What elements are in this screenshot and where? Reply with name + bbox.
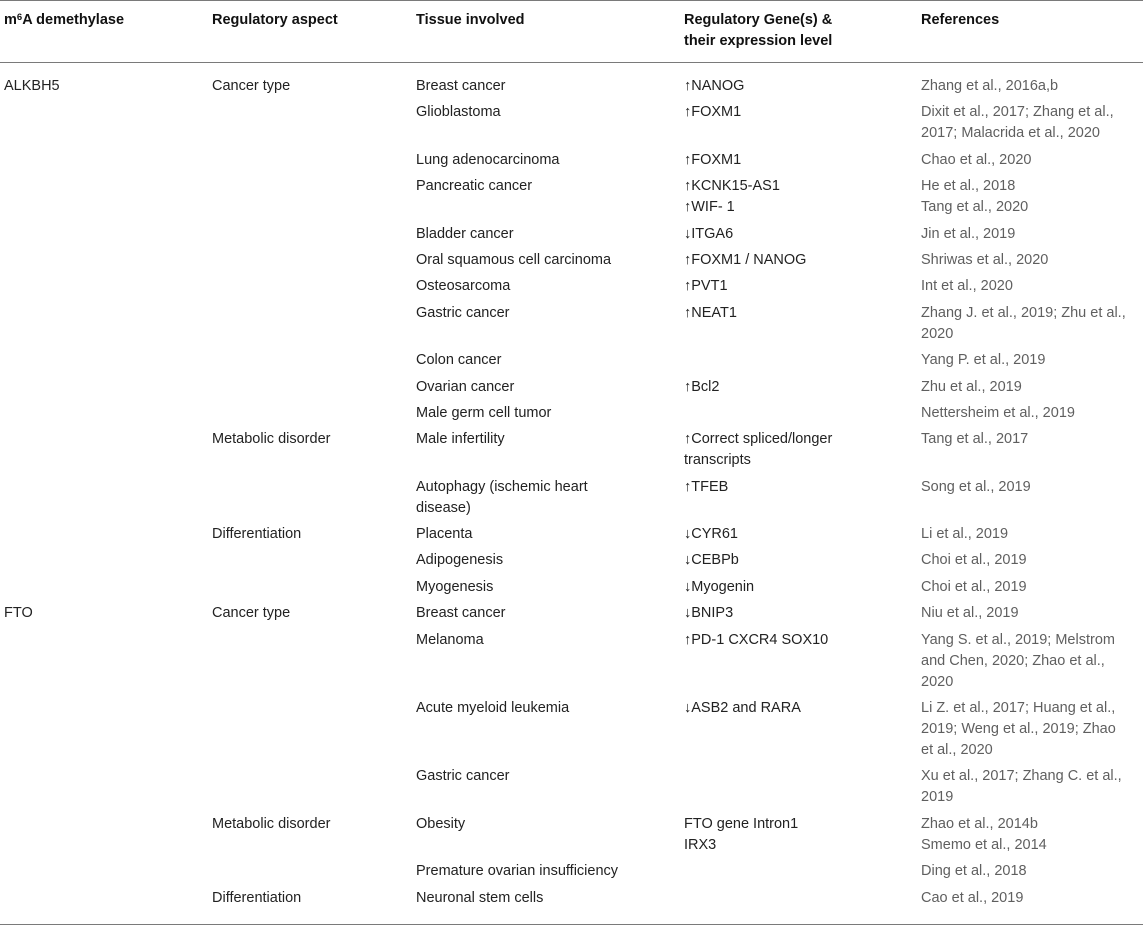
tissue-cell (412, 885, 680, 911)
references-cell (917, 885, 1143, 911)
tissue-cell (412, 147, 680, 173)
genes-line: ↑PD-1 CXCR4 SOX10 (684, 631, 829, 648)
references-cell (917, 474, 1143, 521)
references-cell (917, 521, 1143, 547)
table-body (0, 62, 1143, 911)
references-cell (917, 300, 1143, 347)
genes-cell (680, 99, 917, 146)
references-line: Li Z. et al., 2017; Huang et al., (921, 700, 1116, 717)
genes-line: ↑FOXM1 (684, 151, 742, 168)
table-row (0, 147, 1143, 173)
table-row (0, 695, 1143, 763)
table-row (0, 763, 1143, 810)
references-cell (917, 273, 1143, 299)
aspect-cell (208, 273, 412, 299)
genes-line: ↑NEAT1 (684, 304, 737, 321)
genes-cell (680, 474, 917, 521)
tissue-line: Placenta (416, 526, 473, 543)
genes-line: ↑KCNK15-AS1 (684, 178, 780, 195)
genes-line: ↓CYR61 (684, 526, 738, 543)
references-cell (917, 627, 1143, 695)
genes-line: ↓Myogenin (684, 578, 755, 595)
genes-cell (680, 221, 917, 247)
references-line: Niu et al., 2019 (921, 605, 1019, 622)
genes-line: ↑NANOG (684, 78, 745, 94)
genes-line: transcripts (684, 452, 751, 469)
genes-cell (680, 547, 917, 573)
tissue-line: Premature ovarian insufficiency (416, 863, 619, 880)
tissue-cell (412, 400, 680, 426)
tissue-line: Obesity (416, 815, 466, 832)
tissue-cell (412, 574, 680, 600)
tissue-cell (412, 811, 680, 858)
references-cell (917, 147, 1143, 173)
genes-line: FTO gene Intron1 (684, 815, 799, 832)
aspect-cell (208, 173, 412, 220)
genes-cell (680, 247, 917, 273)
tissue-line: Neuronal stem cells (416, 889, 544, 906)
references-line: Xu et al., 2017; Zhang C. et al., (921, 768, 1122, 785)
references-line: 2019 (921, 789, 954, 806)
tissue-cell (412, 374, 680, 400)
tissue-cell (412, 474, 680, 521)
table-header (0, 0, 1143, 62)
references-line: 2019; Weng et al., 2019; Zhao (921, 721, 1116, 738)
aspect-cell (208, 474, 412, 521)
references-line: Chao et al., 2020 (921, 151, 1032, 168)
aspect-cell (208, 574, 412, 600)
genes-cell (680, 426, 917, 473)
header-tissue-involved: Tissue involved (416, 12, 525, 28)
enzyme-cell: FTO (4, 605, 33, 622)
genes-line: ↑TFEB (684, 478, 729, 495)
aspect-cell (208, 247, 412, 273)
enzyme-cell (0, 763, 208, 810)
genes-cell (680, 273, 917, 299)
enzyme-cell: ALKBH5 (4, 78, 60, 94)
references-cell (917, 173, 1143, 220)
aspect-cell (208, 147, 412, 173)
enzyme-cell (0, 547, 208, 573)
genes-cell (680, 62, 917, 99)
tissue-cell (412, 300, 680, 347)
genes-cell (680, 574, 917, 600)
table-row (0, 374, 1143, 400)
genes-line: ↓BNIP3 (684, 605, 734, 622)
aspect-cell (208, 400, 412, 426)
aspect-cell: Differentiation (212, 889, 302, 906)
references-cell (917, 695, 1143, 763)
table-row (0, 173, 1143, 220)
aspect-cell (208, 347, 412, 373)
enzyme-cell (0, 147, 208, 173)
genes-line: ↑PVT1 (684, 278, 728, 295)
tissue-line: Acute myeloid leukemia (416, 700, 570, 717)
tissue-line: Adipogenesis (416, 552, 504, 569)
tissue-line: Autophagy (ischemic heart (416, 478, 588, 495)
references-line: Song et al., 2019 (921, 478, 1031, 495)
tissue-cell (412, 627, 680, 695)
genes-cell (680, 627, 917, 695)
tissue-line: Pancreatic cancer (416, 178, 533, 195)
tissue-line: Breast cancer (416, 78, 506, 94)
enzyme-cell (0, 811, 208, 858)
references-cell (917, 858, 1143, 884)
tissue-line: Breast cancer (416, 605, 506, 622)
references-line: 2020 (921, 673, 954, 690)
table-row (0, 221, 1143, 247)
tissue-cell (412, 763, 680, 810)
tissue-line: disease) (416, 499, 471, 516)
references-cell (917, 247, 1143, 273)
header-references: References (921, 12, 1000, 28)
references-line: Int et al., 2020 (921, 278, 1013, 295)
references-line: Shriwas et al., 2020 (921, 251, 1049, 268)
table-row (0, 600, 1143, 626)
references-line: and Chen, 2020; Zhao et al., (921, 652, 1105, 669)
tissue-cell (412, 62, 680, 99)
tissue-line: Glioblastoma (416, 104, 501, 121)
references-line: Ding et al., 2018 (921, 863, 1027, 880)
references-cell (917, 374, 1143, 400)
genes-line: ↑FOXM1 / NANOG (684, 251, 807, 268)
tissue-cell (412, 858, 680, 884)
genes-line: ↓ITGA6 (684, 225, 734, 242)
aspect-cell (208, 627, 412, 695)
table-row (0, 247, 1143, 273)
table-row (0, 426, 1143, 473)
references-cell (917, 221, 1143, 247)
references-line: Dixit et al., 2017; Zhang et al., (921, 104, 1114, 121)
tissue-line: Bladder cancer (416, 225, 514, 242)
genes-line: IRX3 (684, 836, 717, 853)
tissue-cell (412, 600, 680, 626)
aspect-cell: Metabolic disorder (212, 431, 331, 448)
references-line: Tang et al., 2017 (921, 431, 1029, 448)
aspect-cell (208, 221, 412, 247)
tissue-line: Myogenesis (416, 578, 494, 595)
tissue-cell (412, 173, 680, 220)
header-demethylase: $m^6A$ demethylase (4, 12, 125, 28)
aspect-cell: Metabolic disorder (212, 815, 331, 832)
references-line: 2017; Malacrida et al., 2020 (921, 125, 1100, 142)
references-cell (917, 574, 1143, 600)
references-line: Zhang J. et al., 2019; Zhu et al., (921, 304, 1126, 321)
genes-cell (680, 374, 917, 400)
references-line: Choi et al., 2019 (921, 578, 1027, 595)
genes-cell (680, 400, 917, 426)
tissue-cell (412, 347, 680, 373)
aspect-cell (208, 547, 412, 573)
enzyme-cell (0, 627, 208, 695)
tissue-cell (412, 99, 680, 146)
references-line: Jin et al., 2019 (921, 225, 1016, 242)
references-line: Yang P. et al., 2019 (921, 352, 1046, 369)
tissue-cell (412, 247, 680, 273)
genes-line: ↑Correct spliced/longer (684, 431, 833, 448)
tissue-line: Oral squamous cell carcinoma (416, 251, 612, 268)
table-row (0, 347, 1143, 373)
enzyme-cell (0, 347, 208, 373)
genes-cell (680, 600, 917, 626)
genes-cell (680, 695, 917, 763)
header-regulatory-aspect: Regulatory aspect (212, 12, 338, 28)
genes-cell (680, 173, 917, 220)
enzyme-cell (0, 474, 208, 521)
enzyme-cell (0, 521, 208, 547)
references-cell (917, 347, 1143, 373)
enzyme-cell (0, 273, 208, 299)
genes-cell (680, 763, 917, 810)
aspect-cell (208, 374, 412, 400)
enzyme-cell (0, 300, 208, 347)
enzyme-cell (0, 695, 208, 763)
references-line: Yang S. et al., 2019; Melstrom (921, 631, 1115, 648)
tissue-line: Colon cancer (416, 352, 502, 369)
table-row (0, 521, 1143, 547)
tissue-line: Gastric cancer (416, 768, 510, 785)
table-row (0, 400, 1143, 426)
references-cell (917, 600, 1143, 626)
references-cell (917, 400, 1143, 426)
references-line: Cao et al., 2019 (921, 889, 1024, 906)
genes-cell (680, 885, 917, 911)
genes-line: ↓ASB2 and RARA (684, 700, 801, 717)
tissue-line: Melanoma (416, 631, 484, 648)
references-line: et al., 2020 (921, 742, 993, 759)
tissue-cell (412, 695, 680, 763)
references-line: Zhang et al., 2016a,b (921, 78, 1059, 94)
tissue-cell (412, 273, 680, 299)
aspect-cell (208, 300, 412, 347)
aspect-cell: Differentiation (212, 526, 302, 543)
enzyme-cell (0, 173, 208, 220)
enzyme-cell (0, 858, 208, 884)
aspect-cell: Cancer type (212, 605, 291, 622)
tissue-line: Gastric cancer (416, 304, 510, 321)
genes-line: ↓CEBPb (684, 552, 739, 569)
enzyme-cell (0, 426, 208, 473)
tissue-line: Lung adenocarcinoma (416, 151, 560, 168)
table-row (0, 885, 1143, 911)
genes-line: ↑WIF- 1 (684, 199, 735, 216)
enzyme-cell (0, 374, 208, 400)
enzyme-cell (0, 400, 208, 426)
references-line: 2020 (921, 325, 954, 342)
bottom-rule (0, 924, 1143, 925)
references-cell (917, 763, 1143, 810)
references-line: Tang et al., 2020 (921, 199, 1029, 216)
references-line: Li et al., 2019 (921, 526, 1009, 543)
header-regulatory-genes: Regulatory Gene(s) & their expression level (684, 12, 833, 49)
table-row (0, 627, 1143, 695)
enzyme-cell (0, 247, 208, 273)
genes-line: ↑Bcl2 (684, 378, 720, 395)
aspect-cell (208, 99, 412, 146)
aspect-cell (208, 763, 412, 810)
enzyme-cell (0, 574, 208, 600)
genes-line: ↑FOXM1 (684, 104, 742, 121)
references-cell (917, 99, 1143, 146)
references-line: Zhu et al., 2019 (921, 378, 1022, 395)
table-row (0, 300, 1143, 347)
aspect-cell (208, 858, 412, 884)
tissue-line: Ovarian cancer (416, 378, 515, 395)
references-line: Zhao et al., 2014b (921, 815, 1038, 832)
aspect-cell (208, 695, 412, 763)
references-line: Choi et al., 2019 (921, 552, 1027, 569)
table-row (0, 858, 1143, 884)
table-row (0, 574, 1143, 600)
genes-cell (680, 521, 917, 547)
table-row (0, 811, 1143, 858)
genes-cell (680, 347, 917, 373)
references-line: Nettersheim et al., 2019 (921, 404, 1075, 421)
enzyme-cell (0, 221, 208, 247)
genes-cell (680, 811, 917, 858)
enzyme-cell (0, 99, 208, 146)
references-cell (917, 547, 1143, 573)
references-line: Smemo et al., 2014 (921, 836, 1047, 853)
table-row (0, 99, 1143, 146)
table-row (0, 62, 1143, 99)
references-cell (917, 811, 1143, 858)
tissue-cell (412, 426, 680, 473)
table-row (0, 547, 1143, 573)
genes-cell (680, 858, 917, 884)
enzyme-cell (0, 885, 208, 911)
references-cell (917, 62, 1143, 99)
tissue-cell (412, 221, 680, 247)
tissue-cell (412, 547, 680, 573)
genes-cell (680, 147, 917, 173)
table-row (0, 273, 1143, 299)
table-row (0, 474, 1143, 521)
tissue-line: Osteosarcoma (416, 278, 511, 295)
aspect-cell: Cancer type (212, 78, 291, 94)
references-line: He et al., 2018 (921, 178, 1016, 195)
tissue-line: Male infertility (416, 431, 505, 448)
genes-cell (680, 300, 917, 347)
references-cell (917, 426, 1143, 473)
tissue-line: Male germ cell tumor (416, 404, 552, 421)
tissue-cell (412, 521, 680, 547)
